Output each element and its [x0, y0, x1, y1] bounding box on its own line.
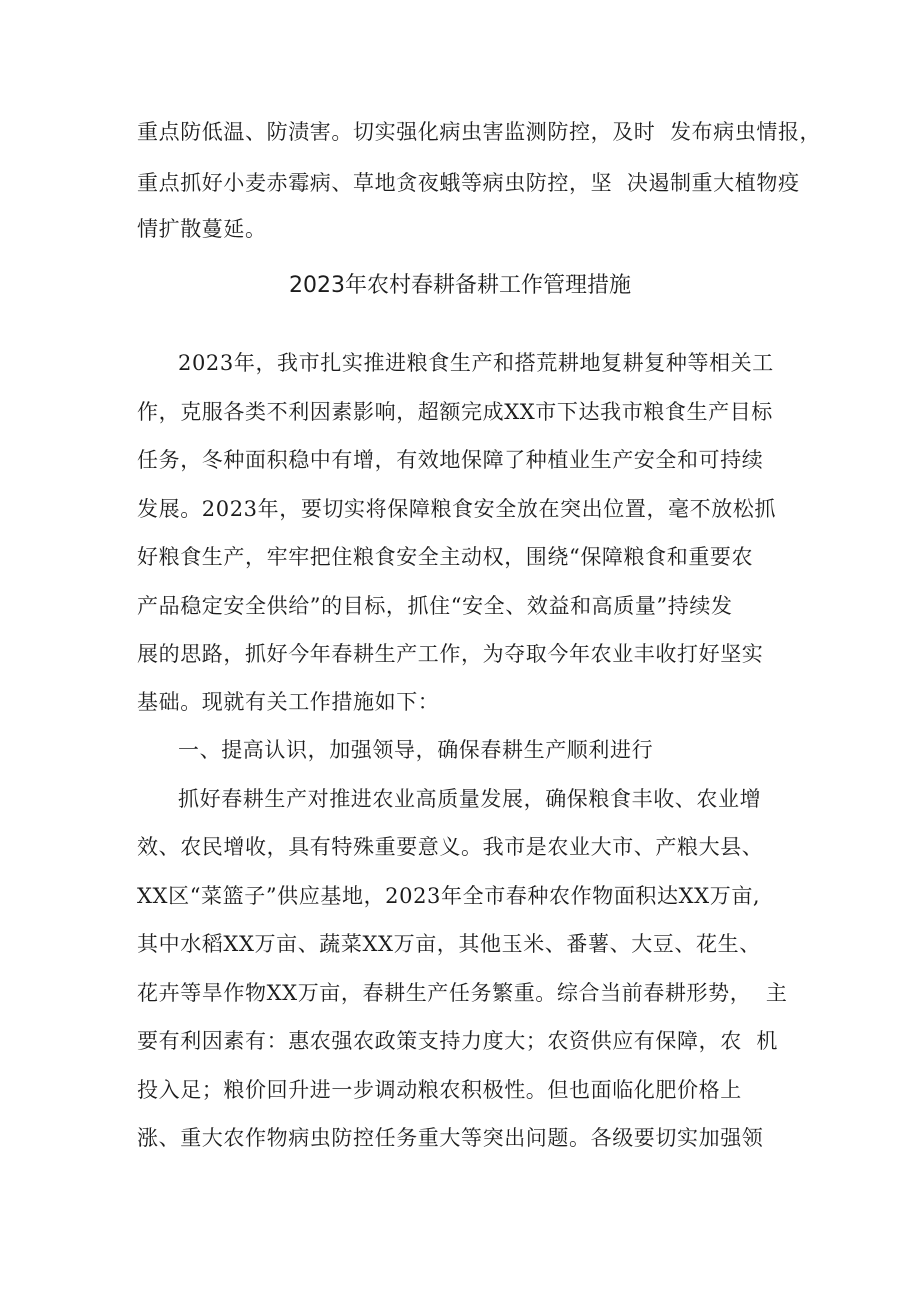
paragraph-line: 涨、重大农作物病虫防控任务重大等突出问题。各级要切实加强领 — [137, 1126, 764, 1150]
paragraph-line: 作，克服各类不利因素影响，超额完成XX市下达我市粮食生产目标 — [137, 400, 773, 424]
paragraph-line: 抓好春耕生产对推进农业高质量发展，确保粮食丰收、农业增 — [178, 787, 762, 811]
paragraph-line: XX区“菜篮子”供应基地，2023年全市春种农作物面积达XX万亩, — [137, 884, 761, 908]
paragraph-line: 重点抓好小麦赤霉病、草地贪夜蛾等病虫防控，坚 决遏制重大植物疫 — [137, 171, 800, 195]
paragraph-line: 好粮食生产，牢牢把住粮食安全主动权，围绕“保障粮食和重要农 — [137, 545, 754, 569]
paragraph-line: 产品稳定安全供给”的目标，抓住“安全、效益和高质量”持续发 — [137, 594, 733, 618]
paragraph-line: 其中水稻XX万亩、蔬菜XX万亩，其他玉米、番薯、大豆、花生、 — [137, 932, 761, 956]
paragraph-line: 花卉等旱作物XX万亩，春耕生产任务繁重。综合当前春耕形势， 主 — [137, 981, 788, 1005]
document-title: 2023年农村春耕备耕工作管理措施 — [289, 273, 631, 298]
paragraph-line: 展的思路，抓好今年春耕生产工作，为夺取今年农业丰收打好坚实 — [137, 642, 764, 666]
paragraph-line: 投入足；粮价回升进一步调动粮农积极性。但也面临化肥价格上 — [137, 1078, 742, 1102]
paragraph-line: 情扩散蔓延。 — [137, 217, 267, 241]
paragraph-line: 任务，冬种面积稳中有增，有效地保障了种植业生产安全和可持续 — [137, 448, 764, 472]
section-heading: 一、提高认识，加强领导，确保春耕生产顺利进行 — [178, 738, 654, 762]
paragraph-line: 发展。2023年，要切实将保障粮食安全放在突出位置，毫不放松抓 — [137, 497, 777, 521]
paragraph-line: 要有利因素有：惠农强农政策支持力度大；农资供应有保障，农 机 — [137, 1029, 778, 1053]
paragraph-line: 2023年，我市扎实推进粮食生产和搭荒耕地复耕复种等相关工 — [178, 351, 774, 375]
paragraph-line: 基础。现就有关工作措施如下： — [137, 690, 440, 714]
paragraph-line: 效、农民增收，具有特殊重要意义。我市是农业大市、产粮大县、 — [137, 835, 764, 859]
paragraph-line: 重点防低温、防渍害。切实强化病虫害监测防控，及时 发布病虫情报， — [137, 120, 822, 144]
